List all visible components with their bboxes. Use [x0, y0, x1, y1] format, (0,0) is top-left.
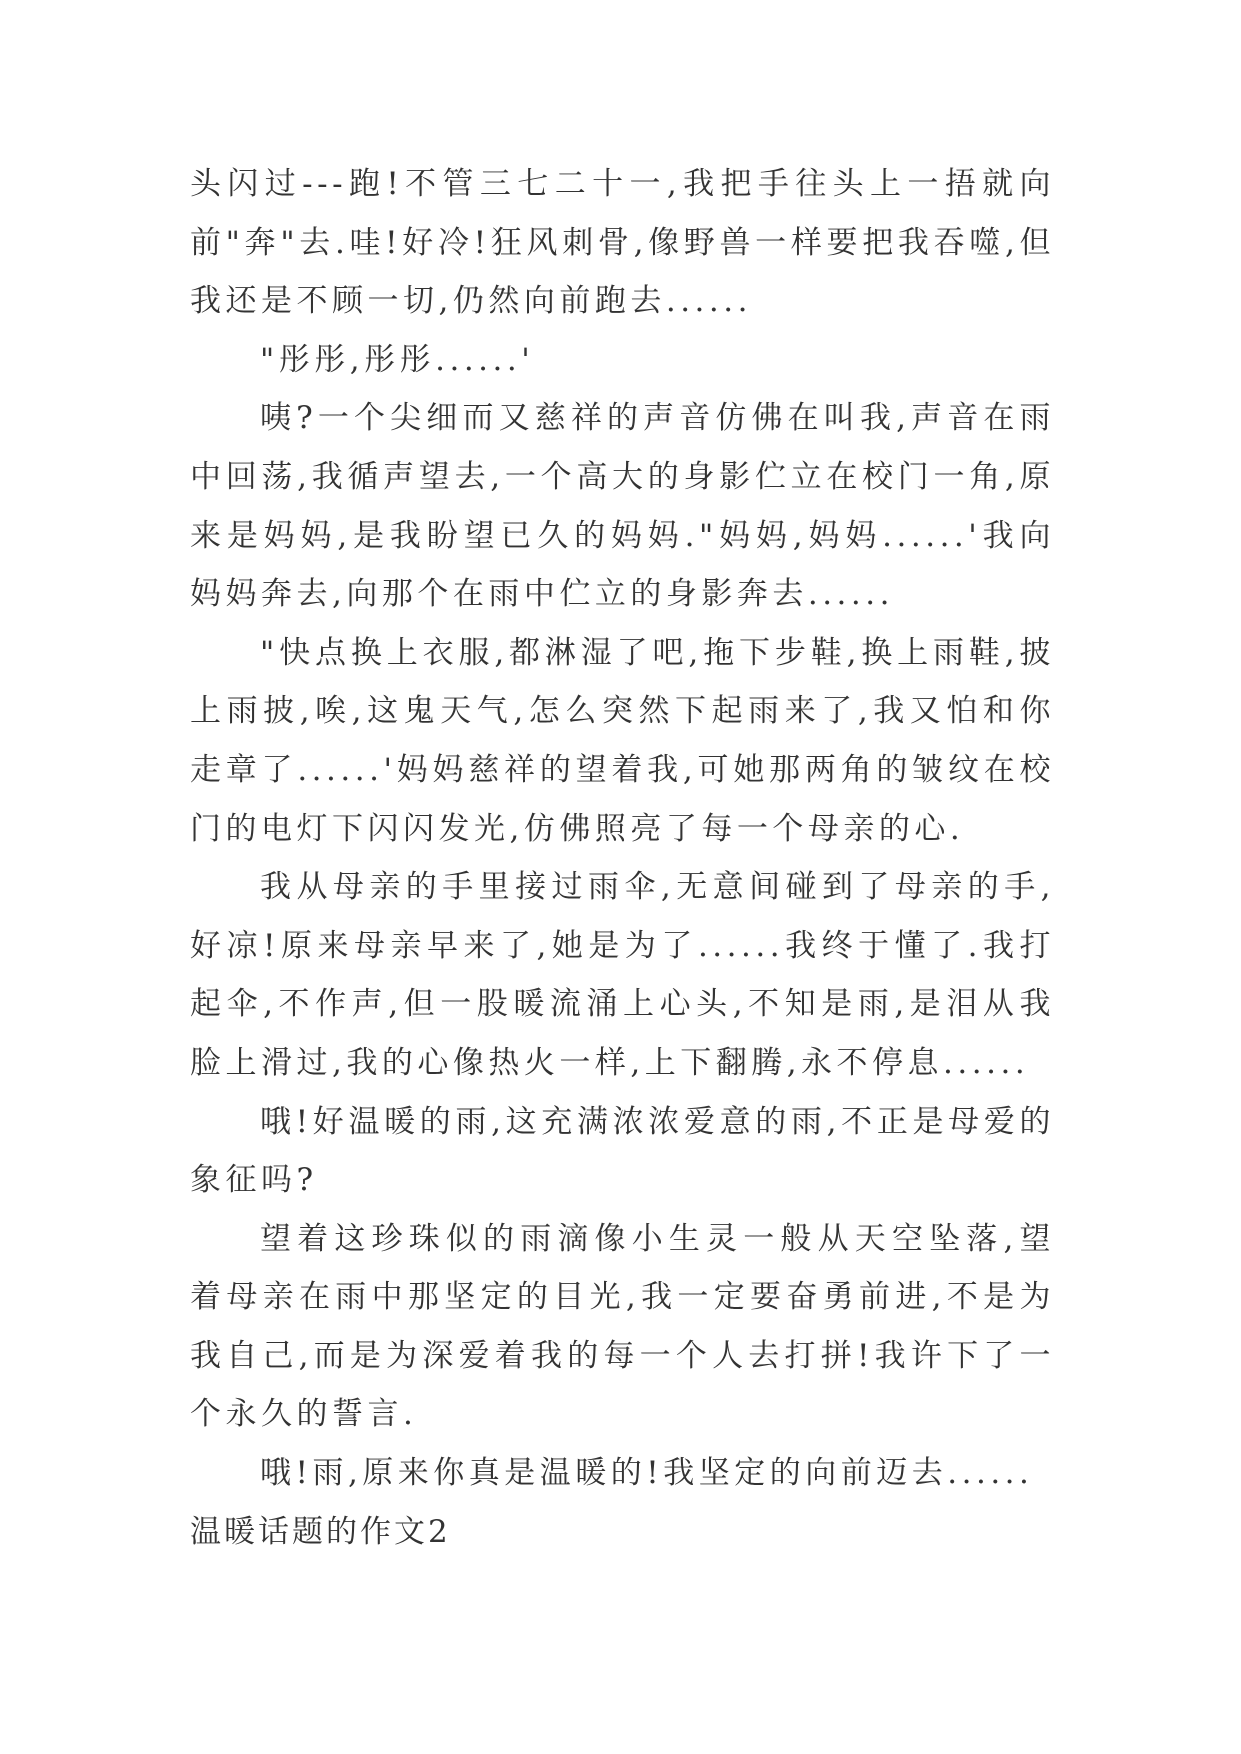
section-heading: 温暖话题的作文2: [190, 1513, 451, 1550]
paragraph: "快点换上衣服,都淋湿了吧,拖下步鞋,换上雨鞋,披上雨披,唉,这鬼天气,怎么突然下起雨来了,我又怕和你走章了......'妈妈慈祥的望着我,可她那两角的皱纹在校门的电灯下闪闪发光,仿佛照亮了每一个母亲的心.: [190, 634, 1055, 847]
paragraph: "彤彤,彤彤......': [260, 341, 535, 378]
document-body: [190, 155, 1055, 1561]
paragraph: 我从母亲的手里接过雨伞,无意间碰到了母亲的手,好凉!原来母亲早来了,她是为了......我终于懂了.我打起伞,不作声,但一股暖流涌上心头,不知是雨,是泪从我脸上滑过,我的心像热火一样,上下翻腾,永不停息......: [190, 869, 1055, 1081]
paragraph: 哦!好温暖的雨,这充满浓浓爱意的雨,不正是母爱的象征吗?: [190, 1103, 1055, 1199]
paragraph: 哦!雨,原来你真是温暖的!我坚定的向前迈去......: [260, 1455, 1034, 1492]
paragraph: 咦?一个尖细而又慈祥的声音仿佛在叫我,声音在雨中回荡,我循声望去,一个高大的身影伫立在校门一角,原来是妈妈,是我盼望已久的妈妈."妈妈,妈妈......'我向妈妈奔去,向那个在雨中伫立的身影奔去......: [190, 400, 1055, 613]
paragraph: 望着这珍珠似的雨滴像小生灵一般从天空坠落,望着母亲在雨中那坚定的目光,我一定要奋勇前进,不是为我自己,而是为深爱着我的每一个人去打拼!我许下了一个永久的誓言.: [190, 1220, 1055, 1433]
paragraph: 头闪过---跑!不管三七二十一,我把手往头上一捂就向前"奔"去.哇!好冷!狂风刺骨,像野兽一样要把我吞噬,但我还是不顾一切,仍然向前跑去......: [190, 166, 1055, 320]
